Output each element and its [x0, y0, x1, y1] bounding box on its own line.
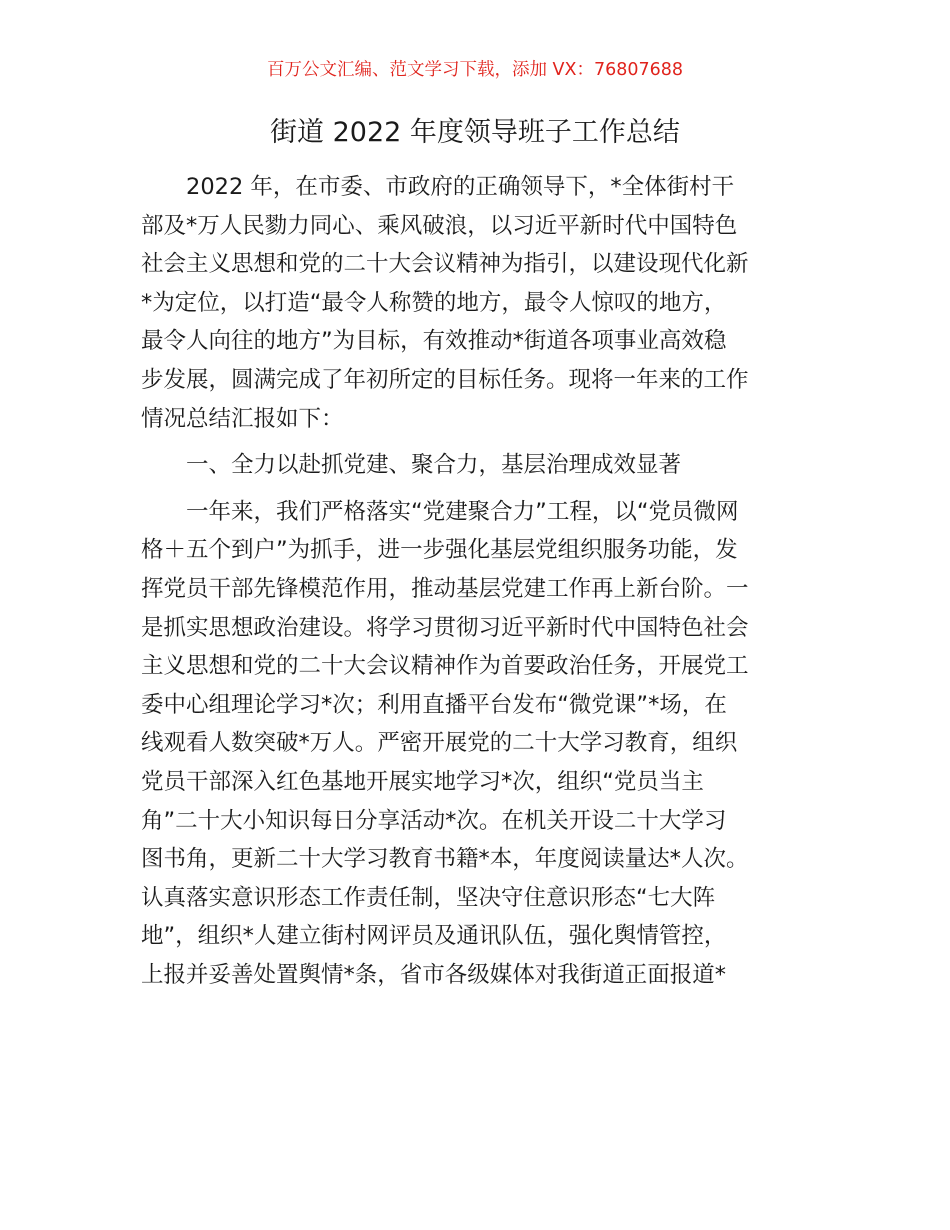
text-line: 角”二十大小知识每日分享活动*次。在机关开设二十大学习 [141, 807, 727, 834]
text-line: 2022 年，在市委、市政府的正确领导下，*全体街村干 [141, 174, 735, 200]
text-line: 地”，组织*人建立街村网评员及通讯队伍，强化舆情管控， [141, 923, 727, 950]
intro-paragraph [141, 168, 821, 438]
text-line: 委中心组理论学习*次；利用直播平台发布“微党课”*场，在 [141, 691, 727, 718]
text-line: 步发展，圆满完成了年初所定的目标任务。现将一年来的工作 [141, 366, 749, 393]
text-line: 格＋五个到户”为抓手，进一步强化基层党组织服务功能，发 [141, 537, 738, 564]
document-title: 街道 2022 年度领导班子工作总结 [270, 117, 680, 148]
text-line: 最令人向往的地方”为目标，有效推动*街道各项事业高效稳 [141, 328, 727, 355]
text-line: 一年来，我们严格落实“党建聚合力”工程，以“党员微网 [141, 498, 739, 525]
text-line: 认真落实意识形态工作责任制，坚决守住意识形态“七大阵 [141, 884, 716, 911]
text-line: 党员干部深入红色基地开展实地学习*次，组织“党员当主 [141, 768, 704, 795]
text-line: 是抓实思想政治建设。将学习贯彻习近平新时代中国特色社会 [141, 614, 749, 641]
section-heading: 一、全力以赴抓党建、聚合力，基层治理成效显著 [141, 452, 682, 479]
text-line: 社会主义思想和党的二十大会议精神为指引，以建设现代化新 [141, 251, 749, 278]
text-line: 情况总结汇报如下： [141, 405, 344, 432]
text-line: 图书角，更新二十大学习教育书籍*本，年度阅读量达*人次。 [141, 846, 749, 873]
text-line: 上报并妥善处置舆情*条，省市各级媒体对我街道正面报道* [141, 961, 727, 988]
section-paragraph [141, 493, 821, 995]
text-line: 挥党员干部先锋模范作用，推动基层党建工作再上新台阶。一 [141, 575, 749, 602]
text-line: 线观看人数突破*万人。严密开展党的二十大学习教育，组织 [141, 730, 738, 757]
promo-header: 百万公文汇编、范文学习下载，添加 VX：76807688 [266, 60, 684, 80]
text-line: 部及*万人民勠力同心、乘风破浪，以习近平新时代中国特色 [141, 212, 738, 239]
document-body [141, 168, 821, 994]
text-line: 主义思想和党的二十大会议精神作为首要政治任务，开展党工 [141, 653, 749, 680]
text-line: *为定位，以打造“最令人称赞的地方，最令人惊叹的地方， [141, 289, 727, 316]
